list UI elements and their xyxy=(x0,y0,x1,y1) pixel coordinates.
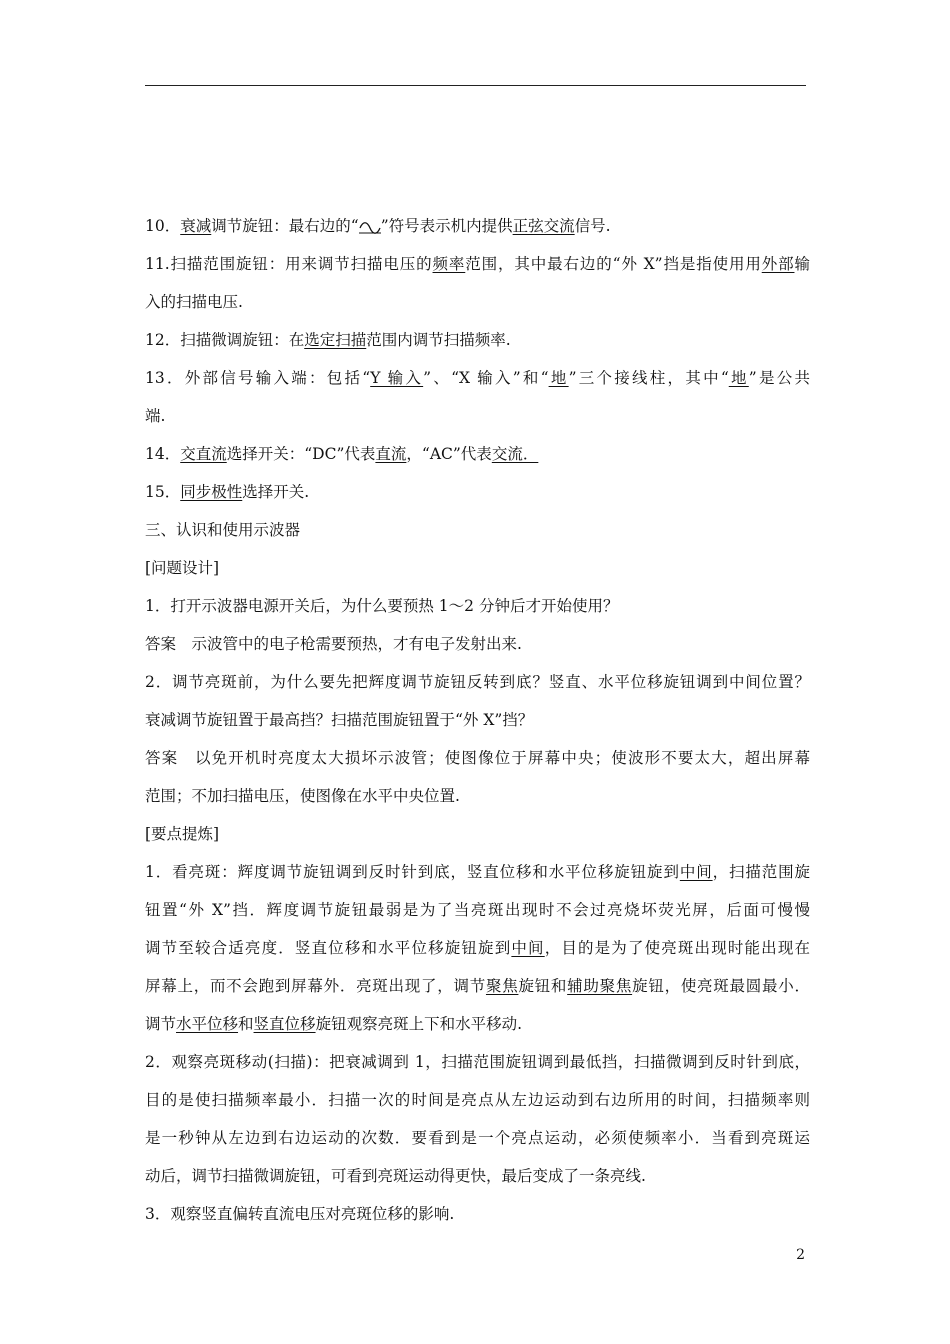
underlined-answer: 正弦交流 xyxy=(512,217,575,235)
text-line xyxy=(145,820,810,858)
text-line xyxy=(145,1162,810,1200)
page-number: 2 xyxy=(796,1247,805,1263)
text-run: 答案 示波管中的电子枪需要预热，才有电子发射出来. xyxy=(145,635,522,653)
text-line xyxy=(145,1010,810,1048)
text-run: 调节旋钮：最右边的“ xyxy=(211,217,359,235)
text-line xyxy=(145,630,810,668)
text-line xyxy=(145,934,810,972)
text-line xyxy=(145,212,810,250)
text-line xyxy=(145,478,810,516)
text-line xyxy=(145,554,810,592)
text-run: 入的扫描电压. xyxy=(145,293,243,311)
text-run: 选择开关：“DC”代表 xyxy=(226,445,376,463)
underlined-answer: 衰减 xyxy=(180,217,212,235)
text-run: [问题设计] xyxy=(145,559,220,577)
text-run: 三、认识和使用示波器 xyxy=(145,521,301,539)
text-run: 2．观察亮斑移动(扫描)：把衰减调到 1，扫描范围旋钮调到最低挡，扫描微调到反时针到底， xyxy=(145,1053,810,1071)
text-line xyxy=(145,972,810,1010)
text-run: 1．打开示波器电源开关后，为什么要预热 1～2 分钟后才开始使用？ xyxy=(145,597,619,615)
underlined-answer: 中间 xyxy=(679,863,713,881)
text-line xyxy=(145,1200,810,1238)
text-run: 衰减调节旋钮置于最高挡？扫描范围旋钮置于“外 X”挡？ xyxy=(145,711,534,729)
document-body xyxy=(145,212,810,1238)
text-run: 范围；不加扫描电压，使图像在水平中央位置. xyxy=(145,787,460,805)
text-run: 2．调节亮斑前，为什么要先把辉度调节旋钮反转到底？竖直、水平位移旋钮调到中间位置？ xyxy=(145,673,810,691)
text-line xyxy=(145,326,810,364)
text-line xyxy=(145,706,810,744)
underlined-answer: 地 xyxy=(548,369,569,387)
text-run: 动后，调节扫描微调旋钮，可看到亮斑运动得更快，最后变成了一条亮线. xyxy=(145,1167,646,1185)
text-run: 调节 xyxy=(145,1015,177,1033)
text-run: 13．外部信号输入端：包括“ xyxy=(145,369,371,387)
underlined-answer: 竖直位移 xyxy=(253,1015,316,1033)
text-run: 和 xyxy=(238,1015,254,1033)
underlined-answer: 聚焦 xyxy=(485,977,519,995)
text-line xyxy=(145,288,810,326)
text-run: 钮置“外 X”挡．辉度调节旋钮最弱是为了当亮斑出现时不会过亮烧坏荧光屏，后面可慢慢 xyxy=(145,901,810,919)
text-line xyxy=(145,744,810,782)
text-run: 屏幕上，而不会跑到屏幕外．亮斑出现了，调节 xyxy=(145,977,486,995)
text-line xyxy=(145,668,810,706)
text-run: [要点提炼] xyxy=(145,825,220,843)
text-run: ”三个接线柱，其中“ xyxy=(568,369,729,387)
text-run: ”是公共 xyxy=(748,369,810,387)
text-run: 15． xyxy=(145,483,181,501)
text-run: 10． xyxy=(145,217,181,235)
text-run: 范围，其中最右边的“外 X”挡是指使用用 xyxy=(465,255,762,273)
text-line xyxy=(145,1124,810,1162)
text-run: 3．观察竖直偏转直流电压对亮斑位移的影响. xyxy=(145,1205,455,1223)
text-line xyxy=(145,1086,810,1124)
text-line xyxy=(145,782,810,820)
text-line xyxy=(145,592,810,630)
text-run: ，扫描范围旋 xyxy=(712,863,810,881)
text-run: 输 xyxy=(794,255,810,273)
underlined-answer: 同步极性 xyxy=(180,483,243,501)
text-run: 端. xyxy=(145,407,166,425)
text-run: 12．扫描微调旋钮：在 xyxy=(145,331,305,349)
text-run: 1．看亮斑：辉度调节旋钮调到反时针到底，竖直位移和水平位移旋钮旋到 xyxy=(145,863,680,881)
text-run: 范围内调节扫描频率. xyxy=(366,331,511,349)
text-run: ，“AC”代表 xyxy=(406,445,492,463)
text-run: ”符号表示机内提供 xyxy=(380,217,513,235)
sine-symbol-icon xyxy=(359,220,381,234)
text-line xyxy=(145,896,810,934)
text-line xyxy=(145,1048,810,1086)
underlined-answer: Y 输入 xyxy=(370,369,424,387)
underlined-answer: 地 xyxy=(728,369,749,387)
text-line xyxy=(145,250,810,288)
underlined-answer: 频率 xyxy=(432,255,466,273)
underlined-answer: 中间 xyxy=(511,939,545,957)
underlined-answer: 交直流 xyxy=(180,445,227,463)
underlined-answer: 直流 xyxy=(375,445,407,463)
text-run: 答案 以免开机时亮度太大损坏示波管；使图像位于屏幕中央；使波形不要太大，超出屏幕 xyxy=(145,749,810,767)
text-run: 11.扫描范围旋钮：用来调节扫描电压的 xyxy=(145,255,433,273)
underlined-answer: 交流． xyxy=(491,445,539,463)
text-line xyxy=(145,440,810,478)
text-line xyxy=(145,858,810,896)
text-run: 是一秒钟从左边到右边运动的次数．要看到是一个亮点运动，必须使频率小．当看到亮斑运 xyxy=(145,1129,810,1147)
text-run: 旋钮，使亮斑最圆最小． xyxy=(632,977,810,995)
text-run: ，目的是为了使亮斑出现时能出现在 xyxy=(544,939,810,957)
header-rule xyxy=(145,85,806,86)
text-run: 选择开关. xyxy=(242,483,310,501)
text-line xyxy=(145,516,810,554)
text-run: 调节至较合适亮度．竖直位移和水平位移旋钮旋到 xyxy=(145,939,512,957)
underlined-answer: 辅助聚焦 xyxy=(567,977,633,995)
text-run: 旋钮和 xyxy=(518,977,568,995)
text-run: 信号. xyxy=(574,217,611,235)
text-run: 目的是使扫描频率最小．扫描一次的时间是亮点从左边运动到右边所用的时间，扫描频率则 xyxy=(145,1091,810,1109)
text-line xyxy=(145,402,810,440)
underlined-answer: 选定扫描 xyxy=(304,331,367,349)
text-run: 旋钮观察亮斑上下和水平移动. xyxy=(315,1015,522,1033)
text-run: 14． xyxy=(145,445,181,463)
text-line xyxy=(145,364,810,402)
underlined-answer: 水平位移 xyxy=(176,1015,239,1033)
text-run: ”、“X 输入”和“ xyxy=(423,369,549,387)
underlined-answer: 外部 xyxy=(761,255,795,273)
